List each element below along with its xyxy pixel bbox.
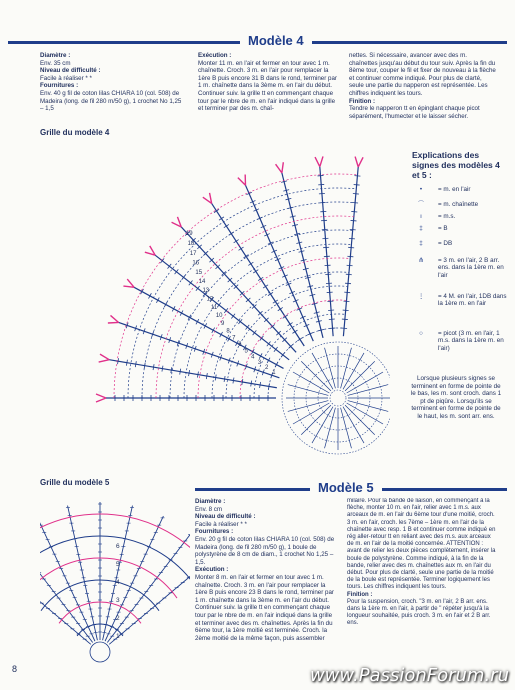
row-number-label: 18 (187, 241, 195, 248)
picot-tip (203, 193, 212, 204)
center-stitch (347, 403, 383, 424)
stitch-tick (153, 364, 154, 370)
legend-symbol-icon: ‡ (419, 240, 423, 247)
center-stitch (301, 405, 331, 435)
fan-spoke (68, 506, 98, 641)
legend-item-text: = m.s. (438, 213, 456, 220)
stitch-tick (251, 381, 252, 387)
legend-note: Lorsque plusieurs signes se terminent en forme de pointe de le bas, les m. sont croch. dans 1 pt de piqûre. Lorsqu'ils se terminent en forme de pointe de le haut, les m. sont arr. ens. (410, 375, 502, 420)
center-stitch (312, 407, 333, 443)
row-number-label: 1 (116, 633, 120, 640)
center-stitch (312, 353, 333, 389)
row-number-label: 16 (192, 260, 200, 267)
stitch-tick (233, 378, 234, 384)
m4-continuation-text: nettes. Si nécessaire, avancer avec des m. chaînettes jusqu'au début du tour suiv. Après la fin du 8ème tour, couper le fil et fixer de nouveau à la flèche et continuer comme indiqué. Pour plus de clarté, seule une partie du napperon est représentée. Les chiffres indiquent les tours. (349, 52, 496, 97)
fan-spoke (40, 516, 95, 641)
stitch-tick (344, 292, 350, 293)
stitch-tick (234, 240, 239, 243)
center-stitch (341, 408, 352, 449)
m4-difficulty-value: Facile à réaliser * * (40, 74, 92, 82)
m5-crochet-chart (40, 492, 190, 672)
legend-item-text: = 4 M. en l'air, 1DB dans la 1ère m. en l'air (438, 293, 507, 308)
m5-diameter-value: Env. 8 cm (195, 505, 223, 513)
legend-item-text: = DB (438, 240, 453, 247)
stitch-tick (180, 369, 181, 375)
stitch-tick (263, 285, 268, 288)
m5-difficulty-value: Facile à réaliser * * (195, 520, 247, 528)
stitch-tick (351, 220, 357, 221)
page-number: 8 (12, 664, 18, 674)
m4-crochet-chart (40, 140, 390, 480)
legend-symbol-icon: • (419, 186, 423, 193)
m5-continuation-text: milaire. Pour la bande de liaison, en commençant à la flèche, monter 10 m. en l'air, relier avec 1 m.s. aux arceaux de m. en l'air du 6ème tour d'une moitié, croch. 3 m. en l'air, croch. les 7ème – 1ère m. en l'air de la chaînette avec resp. 1 B et continuer comme indiqué en rég aller-retour tt en reliant avec des m.s. aux arceaux de m. en l'air de la moitié concernée. ATTENTION : avant de relier les deux pièces complètement, insérer la boule de polystyrène. Comme indiqué, à la fin de la bande, relier avec des m. chaînettes aux m. en l'air du début. Pour plus de clarté, seule une partie de la moitié de la boule est représentée. Terminer logiquement les tours. Les chiffres indiquent les tours. (347, 498, 496, 591)
legend-item-text: = m. en l'air (438, 186, 471, 193)
m4-supplies-heading: Fournitures : (40, 82, 79, 90)
m5-diameter-heading: Diamètre : (195, 498, 226, 505)
picot-tip (108, 315, 119, 323)
m5-finishing-text: Pour la suspension, croch. "3 m. en l'air, 2 B arr. ens. dans la 1ère m. en l'air, à partir de " répéter jusqu'à la longueur souhaitée, puis croch. 3 m. en l'air et 2 B arr. ens. (347, 598, 491, 627)
row-arc (254, 314, 345, 398)
stitch-tick (248, 262, 253, 265)
fan-spoke (343, 167, 358, 336)
stitch-tick (197, 372, 198, 378)
picot-tip (96, 394, 106, 402)
legend-item-text: = B (438, 225, 448, 232)
row-number-label: 13 (202, 288, 210, 295)
center-ring (330, 390, 346, 406)
center-stitch (325, 408, 336, 449)
row-number-label: 12 (206, 296, 214, 303)
m4-chart-strokes (96, 156, 390, 454)
stitch-tick (350, 229, 356, 230)
fan-spoke (105, 516, 163, 641)
stitch-tick (118, 358, 119, 364)
stitch-tick (348, 247, 354, 248)
m4-finishing-text: Tendre le napperon tt en épinglant chaque picot séparément, l'humecter et le laisser sécher. (349, 105, 480, 120)
center-stitch (293, 403, 329, 424)
picot-tip (123, 279, 134, 287)
stitch-tick (349, 238, 355, 239)
fan-spoke (282, 173, 323, 338)
center-stitch (293, 372, 329, 393)
fan-spoke (245, 185, 313, 341)
stitch-tick (273, 300, 278, 303)
stitch-tick (135, 361, 136, 367)
m5-chart-strokes (40, 502, 190, 662)
row-number-label: 3 (257, 360, 262, 367)
m4-execution-column (198, 52, 340, 113)
stitch-tick (278, 307, 283, 310)
stitch-tick (239, 247, 244, 250)
m4-execution-text: Monter 11 m. en l'air et fermer en tour avec 1 m. chaînette. Croch. 3 m. en l'air pour remplacer la 1ère B puis encore 31 B dans le rond, terminer par 1 m. chaînette dans la 3ème m. en l'air du début. Continuer suiv. la grille tt en commençant chaque tour par le nbre de m. en l'air indiqué dans la grille et terminer par des m. chaî- (198, 59, 337, 113)
center-stitch (301, 361, 331, 391)
m4-execution-heading: Exécution : (198, 52, 232, 59)
picot-tip (315, 156, 323, 166)
legend-symbol-icon: ⌒ (417, 201, 425, 208)
row-number-label: 5 (244, 348, 248, 355)
fan-spoke (40, 556, 91, 645)
row-number-label: 11 (211, 305, 218, 312)
row-number-label: 17 (189, 250, 197, 257)
row-number-label: 5 (116, 561, 120, 568)
picot-tip (355, 157, 363, 167)
m5-continuation-column (347, 498, 497, 678)
center-stitch (343, 353, 364, 389)
modele5-title: Modèle 5 (310, 480, 382, 496)
stitch-tick (292, 330, 297, 333)
stitch-tick (260, 382, 261, 388)
legend-item-text: = m. chaînette (438, 201, 479, 208)
row-number-label: 15 (195, 270, 203, 277)
stitch-tick (206, 373, 207, 379)
fan-spoke (40, 533, 93, 642)
picot-tip (99, 354, 110, 362)
stitch-tick (354, 176, 360, 177)
stitch-tick (189, 370, 190, 376)
m5-execution-text: Monter 8 m. en l'air et fermer en tour avec 1 m. chaînette. Croch. 3 m. en l'air pour remplacer la 1ère B puis encore 23 B dans le rond, terminer par 1 m. chaînette dans la 3ème m. en l'air du début. Continuer suiv. la grille tt en commençant chaque tour par le nbre de m. en l'air indiqué dans la grille et terminer avec des m. chaînettes. Après la fin du 6ème tour, la 1ère moitié est terminée. Croch. la 2ème moitié de la même façon, puis assembler (195, 573, 334, 642)
stitch-tick (345, 283, 351, 284)
m4-difficulty-heading: Niveau de difficulté : (40, 67, 101, 75)
stitch-tick (343, 310, 349, 311)
legend-symbol-icon: ⋮ (417, 293, 425, 300)
m4-continuation-column (349, 52, 497, 120)
stitch-tick (351, 211, 357, 212)
m4-grid-label: Grille du modèle 4 (40, 128, 110, 137)
stitch-tick (162, 366, 163, 372)
row-number-label: 6 (238, 342, 242, 349)
stitch-tick (126, 360, 127, 366)
picot-tip (276, 162, 284, 173)
legend-title: Explications des signes des modèles 4 et 5 : (412, 150, 500, 180)
stitch-tick (242, 379, 243, 385)
row-number-label: 19 (185, 230, 193, 237)
stitch-tick (354, 185, 360, 186)
fan-spoke (119, 322, 280, 377)
row-number-label: 2 (264, 365, 269, 372)
picot-tip (145, 246, 155, 255)
stitch-tick (342, 319, 348, 320)
row-number-label: 10 (215, 313, 223, 320)
row-number-label: 7 (232, 335, 236, 342)
m5-specs-column (195, 498, 335, 642)
stitch-tick (224, 224, 229, 227)
legend-symbol-icon: ⋔ (418, 257, 424, 264)
m4-finishing-heading: Finition : (349, 97, 376, 105)
row-number-label: 2 (116, 615, 120, 622)
stitch-tick (219, 217, 224, 220)
stitch-tick (347, 256, 353, 257)
m4-supplies-value: Env. 40 g fil de coton lilas CHIARA 10 (col. 508) de Madeira (long. de fil 280 m/50 g), 1 crochet No 1,25 – 1,5 (40, 89, 182, 113)
row-arc (268, 328, 344, 398)
row-number-label: 8 (226, 328, 230, 335)
legend-item-text: = 3 m. en l'air, 2 B arr. ens. dans la 1ère m. en l'air (438, 257, 504, 279)
row-number-label: 3 (116, 597, 120, 604)
m4-diameter-heading: Diamètre : (40, 52, 71, 59)
center-ring (90, 642, 110, 662)
stitch-tick (346, 274, 352, 275)
row-number-label: 4 (251, 354, 255, 361)
stitch-tick (288, 323, 293, 326)
m5-finishing-heading: Finition : (347, 591, 373, 598)
stitch-tick (343, 301, 349, 302)
fan-spoke (320, 167, 333, 336)
stitch-tick (215, 375, 216, 381)
fan-spoke (109, 360, 277, 388)
center-stitch (345, 405, 375, 435)
legend-symbol-icon: ‡ (419, 225, 423, 232)
row-number-label: 1 (272, 370, 276, 377)
m4-diameter-value: Env. 35 cm (40, 59, 71, 67)
m4-specs-column (40, 52, 185, 113)
stitch-tick (224, 376, 225, 382)
legend-symbol-icon: ○ (419, 330, 423, 337)
stitch-tick (347, 265, 353, 266)
picot-tip (238, 174, 246, 185)
modele4-title: Modèle 4 (240, 33, 312, 49)
row-number-label: 4 (116, 579, 120, 586)
m5-supplies-value: Env. 20 g fil de coton lilas CHIARA 10 (col. 508) de Madeira (long. de fil 280 m/50 g), 1 boule de polystyrène de 8 cm de diam., 1 crochet No 1,25 – 1,5. (195, 535, 335, 566)
m5-grid-label: Grille du modèle 5 (40, 478, 110, 487)
center-stitch (348, 385, 389, 396)
m5-difficulty-heading: Niveau de difficulté : (195, 513, 256, 521)
watermark: www.PassionForum.ru (309, 665, 509, 686)
row-number-label: 6 (116, 543, 120, 550)
center-stitch (345, 361, 375, 391)
legend-item-text: = picot (3 m. en l'air, 1 m.s. dans la 1ère m. en l'air) (438, 330, 504, 352)
center-stitch (343, 407, 364, 443)
center-stitch (347, 372, 383, 393)
row-number-label: 9 (220, 320, 225, 327)
m5-chart-row-numbers (116, 543, 120, 640)
stitch-tick (253, 270, 258, 273)
row-number-label: 14 (198, 279, 206, 286)
m5-execution-heading: Exécution : (195, 566, 229, 574)
stitch-tick (353, 194, 359, 195)
legend-symbol-icon: ı (420, 213, 422, 220)
picot-tip (172, 217, 182, 227)
m5-supplies-heading: Fournitures : (195, 528, 234, 536)
